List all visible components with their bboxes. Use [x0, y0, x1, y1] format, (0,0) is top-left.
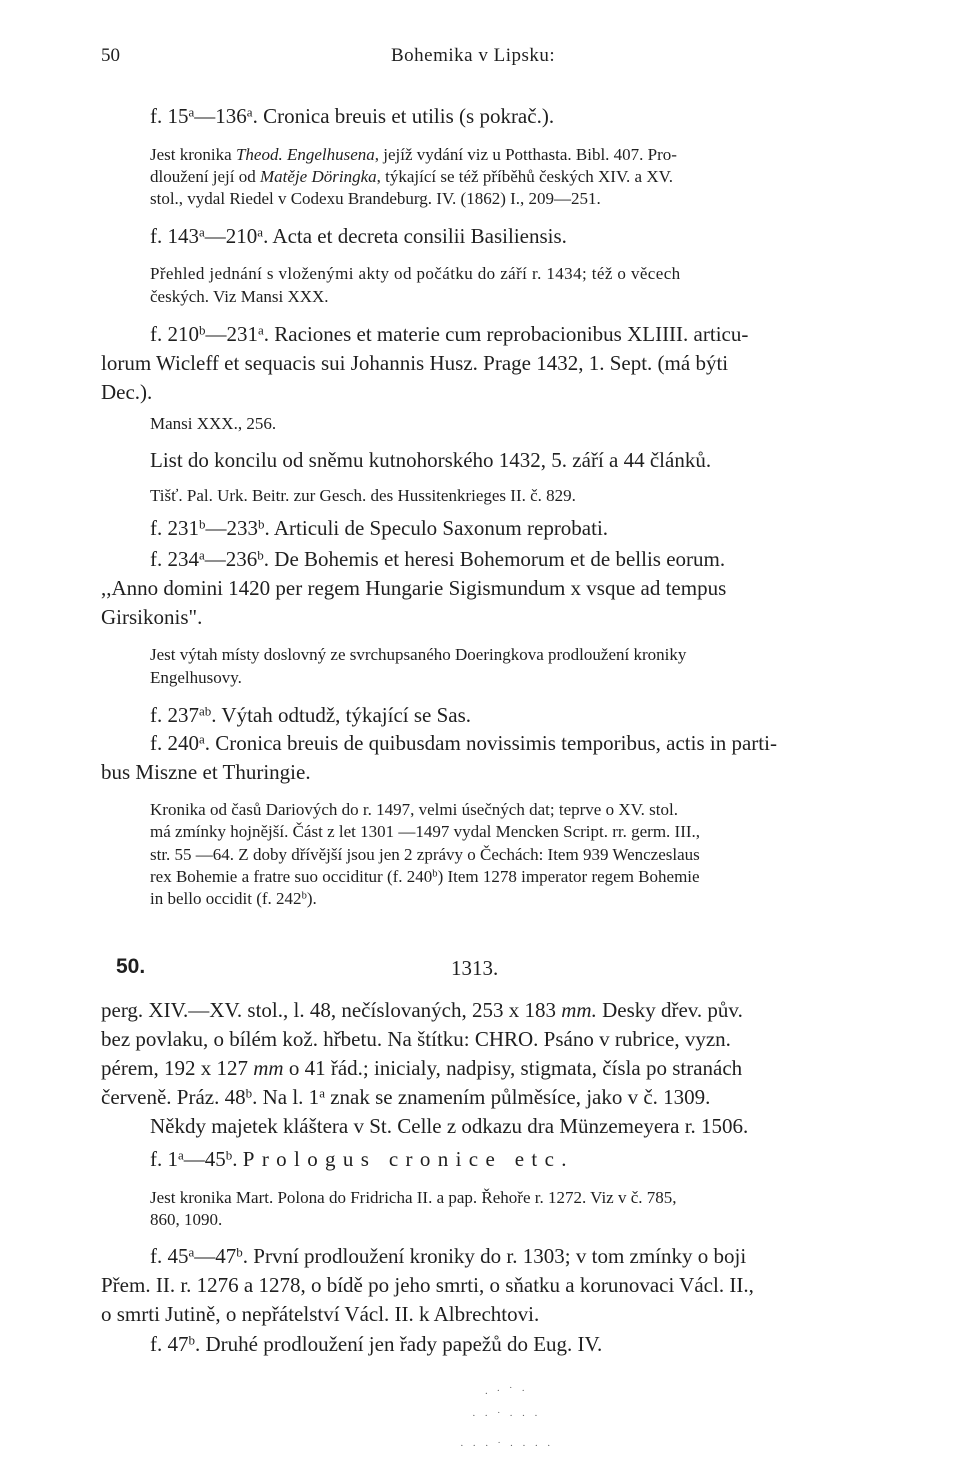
- text-line: List do koncilu od sněmu kutnohorského 1432, 5. září a 44 článků.: [150, 448, 712, 472]
- note-line: stol., vydal Riedel v Codexu Brandeburg. IV. (1862) I., 209—251.: [150, 189, 601, 208]
- note-line: 860, 1090.: [150, 1210, 223, 1229]
- entry-heading: f. 143$^a$—210$^a$. Acta et decreta consilii Basiliensis.: [150, 224, 567, 248]
- entry-title-cont: o smrti Jutině, o nepřátelství Václ. II. k Albrechtovi.: [101, 1302, 540, 1326]
- entry-heading: f. 15$^a$—136$^a$. Cronica breuis et utilis (s pokrač.).: [150, 104, 555, 128]
- note-line: má zmínky hojnější. Část z let 1301 —1497 vydal Mencken Script. rr. germ. III.,: [150, 822, 701, 841]
- note-line: Jest kronika Mart. Polona do Fridricha II. a pap. Řehoře r. 1272. Viz v č. 785,: [150, 1188, 677, 1207]
- note-line: rex Bohemie a fratre suo occiditur (f. 240$^b$) Item 1278 imperator regem Bohemie: [150, 867, 700, 886]
- entry-title: Acta et decreta consilii Basiliensis.: [272, 224, 567, 248]
- description-line: červeně. Práz. 48$^b$. Na l. 1$^a$ znak se znamením půlměsíce, jako v č. 1309.: [101, 1085, 711, 1109]
- page-number: 50: [101, 45, 120, 66]
- entry-heading: f. 231$^b$—233$^b$. Articuli de Speculo Saxonum reprobati.: [150, 516, 609, 540]
- entry-title-cont: lorum Wicleff et sequacis sui Johannis Husz. Prage 1432, 1. Sept. (má býti: [101, 351, 729, 375]
- entry-title: Articuli de Speculo Saxonum reprobati.: [273, 516, 609, 540]
- note-line: Engelhusovy.: [150, 668, 242, 687]
- entry-title-cont: Dec.).: [101, 380, 153, 404]
- entry-title: Raciones et materie cum reprobacionibus XLIIII. articu-: [274, 322, 749, 346]
- scan-speck: . · ˙ ·: [485, 1385, 528, 1397]
- entry-title-cont: Přem. II. r. 1276 a 1278, o bídě po jeho smrti, o sňatku a korunovaci Václ. II.,: [101, 1273, 754, 1297]
- note-line: str. 55 —64. Z doby dřívější jsou jen 2 zprávy o Čechách: Item 939 Wenczeslaus: [150, 845, 700, 864]
- entry-heading: f. 234$^a$—236$^b$. De Bohemis et heresi Bohemorum et de bellis eorum.: [150, 547, 726, 571]
- entry-heading: f. 45$^a$—47$^b$. První prodloužení kroniky do r. 1303; v tom zmínky o boji: [150, 1244, 747, 1268]
- entry-title-cont: ,,Anno domini 1420 per regem Hungarie Sigismundum x vsque ad tempus: [101, 576, 727, 600]
- entry-title: Cronica breuis et utilis (s pokrač.).: [263, 104, 555, 128]
- section-year: 1313.: [451, 956, 499, 980]
- note-line: Kronika od časů Dariových do r. 1497, velmi úsečných dat; teprve o XV. stol.: [150, 800, 678, 819]
- description-line: perg. XIV.—XV. stol., l. 48, nečíslovaných, 253 x 183 mm. Desky dřev. pův.: [101, 998, 743, 1022]
- note-line: dloužení její od Matěje Döringka, týkající se též příběhů českých XIV. a XV.: [150, 167, 673, 186]
- note-line: Jest kronika Theod. Engelhusena, jejíž vydání viz u Potthasta. Bibl. 407. Pro-: [150, 145, 677, 164]
- entry-title: První prodloužení kroniky do r. 1303; v tom zmínky o boji: [253, 1244, 747, 1268]
- note-line: Tišť. Pal. Urk. Beitr. zur Gesch. des Hussitenkrieges II. č. 829.: [150, 486, 576, 505]
- entry-heading: f. 47$^b$. Druhé prodloužení jen řady papežů do Eug. IV.: [150, 1332, 603, 1356]
- entry-heading: f. 1$^a$—45$^b$. Prologus cronice etc.: [150, 1147, 574, 1171]
- description-line: bez povlaku, o bílém kož. hřbetu. Na štítku: CHRO. Psáno v rubrice, vyzn.: [101, 1027, 731, 1051]
- running-title: Bohemika v Lipsku:: [391, 45, 556, 66]
- note-line: českých. Viz Mansi XXX.: [150, 287, 329, 306]
- entry-title-cont: bus Miszne et Thuringie.: [101, 760, 311, 784]
- note-line: Jest výtah místy doslovný ze svrchupsaného Doeringkova prodloužení kroniky: [150, 645, 687, 664]
- note-line: Přehled jednání s vloženými akty od počátku do září r. 1434; též o věcech: [150, 264, 681, 283]
- entry-heading: f. 240$^a$. Cronica breuis de quibusdam novissimis temporibus, actis in parti-: [150, 731, 777, 755]
- entry-heading: f. $237^{ab}$. Výtah odtudž, týkající se Sas.: [150, 703, 472, 727]
- entry-heading: f. 210$^b$—231$^a$. Raciones et materie cum reprobacionibus XLIIII. articu-: [150, 322, 749, 346]
- scan-speck: · · ˙ · · ·: [472, 1410, 541, 1422]
- entry-title: Výtah odtudž, týkající se Sas.: [221, 703, 472, 727]
- entry-title: Cronica breuis de quibusdam novissimis temporibus, actis in parti-: [215, 731, 777, 755]
- section-number: 50.: [116, 955, 146, 978]
- entry-title: Druhé prodloužení jen řady papežů do Eug. IV.: [205, 1332, 603, 1356]
- note-line: in bello occidit (f. 242$^b$).: [150, 889, 317, 908]
- entry-title-cont: Girsikonis".: [101, 605, 203, 629]
- scan-speck: · · · ˙ · · · ·: [460, 1440, 554, 1452]
- entry-title: Prologus cronice etc.: [242, 1147, 574, 1171]
- description-line: pérem, 192 x 127 mm o 41 řád.; inicialy, nadpisy, stigmata, čísla po stranách: [101, 1056, 743, 1080]
- note-line: Mansi XXX., 256.: [150, 414, 277, 433]
- entry-title: De Bohemis et heresi Bohemorum et de bellis eorum.: [274, 547, 726, 571]
- description-line: Někdy majetek kláštera v St. Celle z odkazu dra Münzemeyera r. 1506.: [150, 1114, 749, 1138]
